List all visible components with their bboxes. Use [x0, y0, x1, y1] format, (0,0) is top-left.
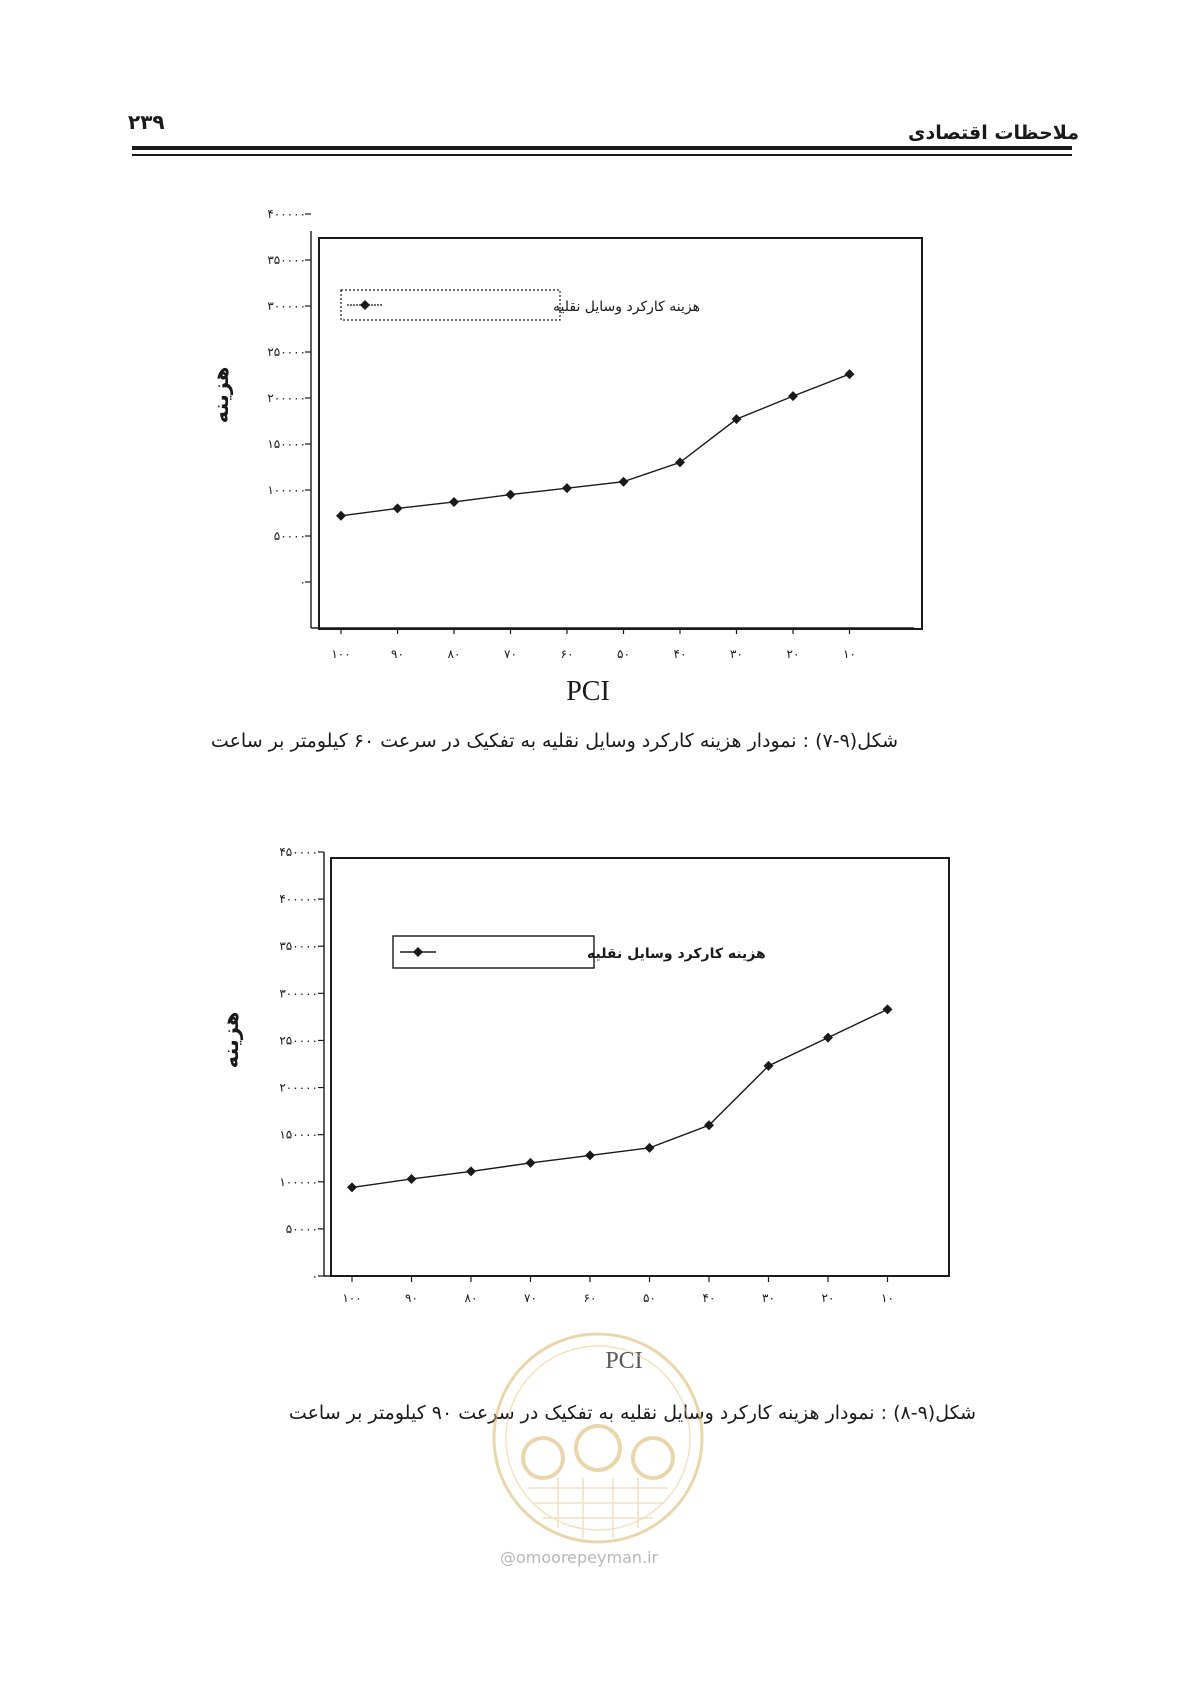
y-tick-label: ۵۰۰۰۰ — [273, 529, 306, 543]
y-tick-label: ۵۰۰۰۰ — [285, 1221, 318, 1236]
y-tick-label: ۳۵۰۰۰۰ — [267, 253, 306, 267]
y-tick-label: ۱۰۰۰۰۰ — [267, 483, 306, 497]
y-tick-label: ۴۵۰۰۰۰ — [279, 845, 318, 859]
x-tick-label: ۶۰ — [560, 647, 574, 661]
y-tick-label: ۳۰۰۰۰۰ — [267, 299, 306, 313]
x-tick-label: ۵۰ — [643, 1291, 656, 1305]
y-tick-label: ۲۵۰۰۰۰ — [279, 1033, 318, 1048]
y-ticks — [279, 845, 324, 1283]
page-number: ۲۳۹ — [128, 110, 165, 134]
x-tick-label: ۹۰ — [405, 1291, 418, 1305]
chapter-title: ملاحظات اقتصادی — [908, 122, 1079, 144]
x-ticks — [342, 1276, 894, 1305]
y-axis-label: هزینه — [209, 366, 233, 424]
x-tick-label: ۷۰ — [524, 1291, 537, 1305]
legend-label: هزینه کارکرد وسایل نقلیه — [553, 299, 700, 315]
x-axis-label: PCI — [566, 676, 610, 707]
y-tick-label: ۲۰۰۰۰۰ — [267, 391, 306, 405]
x-axis-label: PCI — [605, 1348, 643, 1374]
y-tick-label: ۱۵۰۰۰۰ — [267, 437, 306, 451]
x-tick-label: ۵۰ — [617, 647, 630, 661]
figure-caption-1: شکل(۹-۷) : نمودار هزینه کارکرد وسایل نقلیه به تفکیک در سرعت ۶۰ کیلومتر بر ساعت — [210, 730, 898, 752]
y-tick-label: ۴۰۰۰۰۰ — [279, 892, 318, 907]
x-tick-label: ۷۰ — [504, 647, 517, 661]
y-tick-label: ۳۵۰۰۰۰ — [279, 939, 318, 954]
legend-label: هزینه کارکرد وسایل نقلیه — [587, 946, 766, 962]
y-axis-label: هزینه — [219, 1011, 243, 1069]
x-tick-label: ۶۰ — [583, 1291, 597, 1305]
plot-box — [331, 858, 949, 1276]
x-tick-label: ۴۰ — [673, 647, 687, 661]
data-point — [823, 1033, 833, 1043]
data-point — [347, 1182, 357, 1192]
y-tick-label: ۴۰۰۰۰۰ — [267, 207, 306, 221]
x-tick-label: ۳۰ — [730, 647, 743, 661]
data-point — [466, 1166, 476, 1176]
figure-caption-2: شکل(۹-۸) : نمودار هزینه کارکرد وسایل نقلیه به تفکیک در سرعت ۹۰ کیلومتر بر ساعت — [288, 1402, 976, 1424]
x-tick-label: ۱۰۰ — [342, 1291, 362, 1305]
y-tick-label: ۱۵۰۰۰۰ — [279, 1127, 318, 1142]
y-tick-label: ۳۰۰۰۰۰ — [279, 986, 318, 1001]
x-tick-label: ۳۰ — [762, 1291, 775, 1305]
x-tick-label: ۱۰ — [843, 647, 856, 661]
x-tick-label: ۱۰۰ — [331, 647, 351, 661]
x-tick-label: ۲۰ — [786, 647, 800, 661]
chart-frame — [324, 852, 949, 1276]
series-path — [352, 1009, 888, 1187]
data-point — [883, 1004, 893, 1014]
x-tick-label: ۱۰ — [881, 1291, 894, 1305]
y-tick-label: ۱۰۰۰۰۰ — [279, 1174, 318, 1189]
data-point — [526, 1158, 536, 1168]
series-line — [347, 1004, 893, 1192]
data-point — [645, 1143, 655, 1153]
watermark-seal-icon — [488, 1328, 708, 1548]
y-tick-label: ۲۰۰۰۰۰ — [279, 1080, 318, 1095]
x-tick-label: ۸۰ — [464, 1291, 478, 1305]
x-tick-label: ۹۰ — [391, 647, 404, 661]
x-tick-label: ۸۰ — [447, 647, 461, 661]
x-tick-label: ۴۰ — [702, 1291, 716, 1305]
y-tick-label: ۲۵۰۰۰۰ — [267, 345, 306, 359]
data-point — [585, 1150, 595, 1160]
data-point — [407, 1174, 417, 1184]
x-tick-label: ۲۰ — [821, 1291, 835, 1305]
watermark-site: @omoorepeyman.ir — [500, 1548, 659, 1567]
y-tick-label: ۰ — [299, 575, 306, 589]
y-tick-label: ۰ — [311, 1269, 318, 1283]
legend — [393, 936, 766, 968]
